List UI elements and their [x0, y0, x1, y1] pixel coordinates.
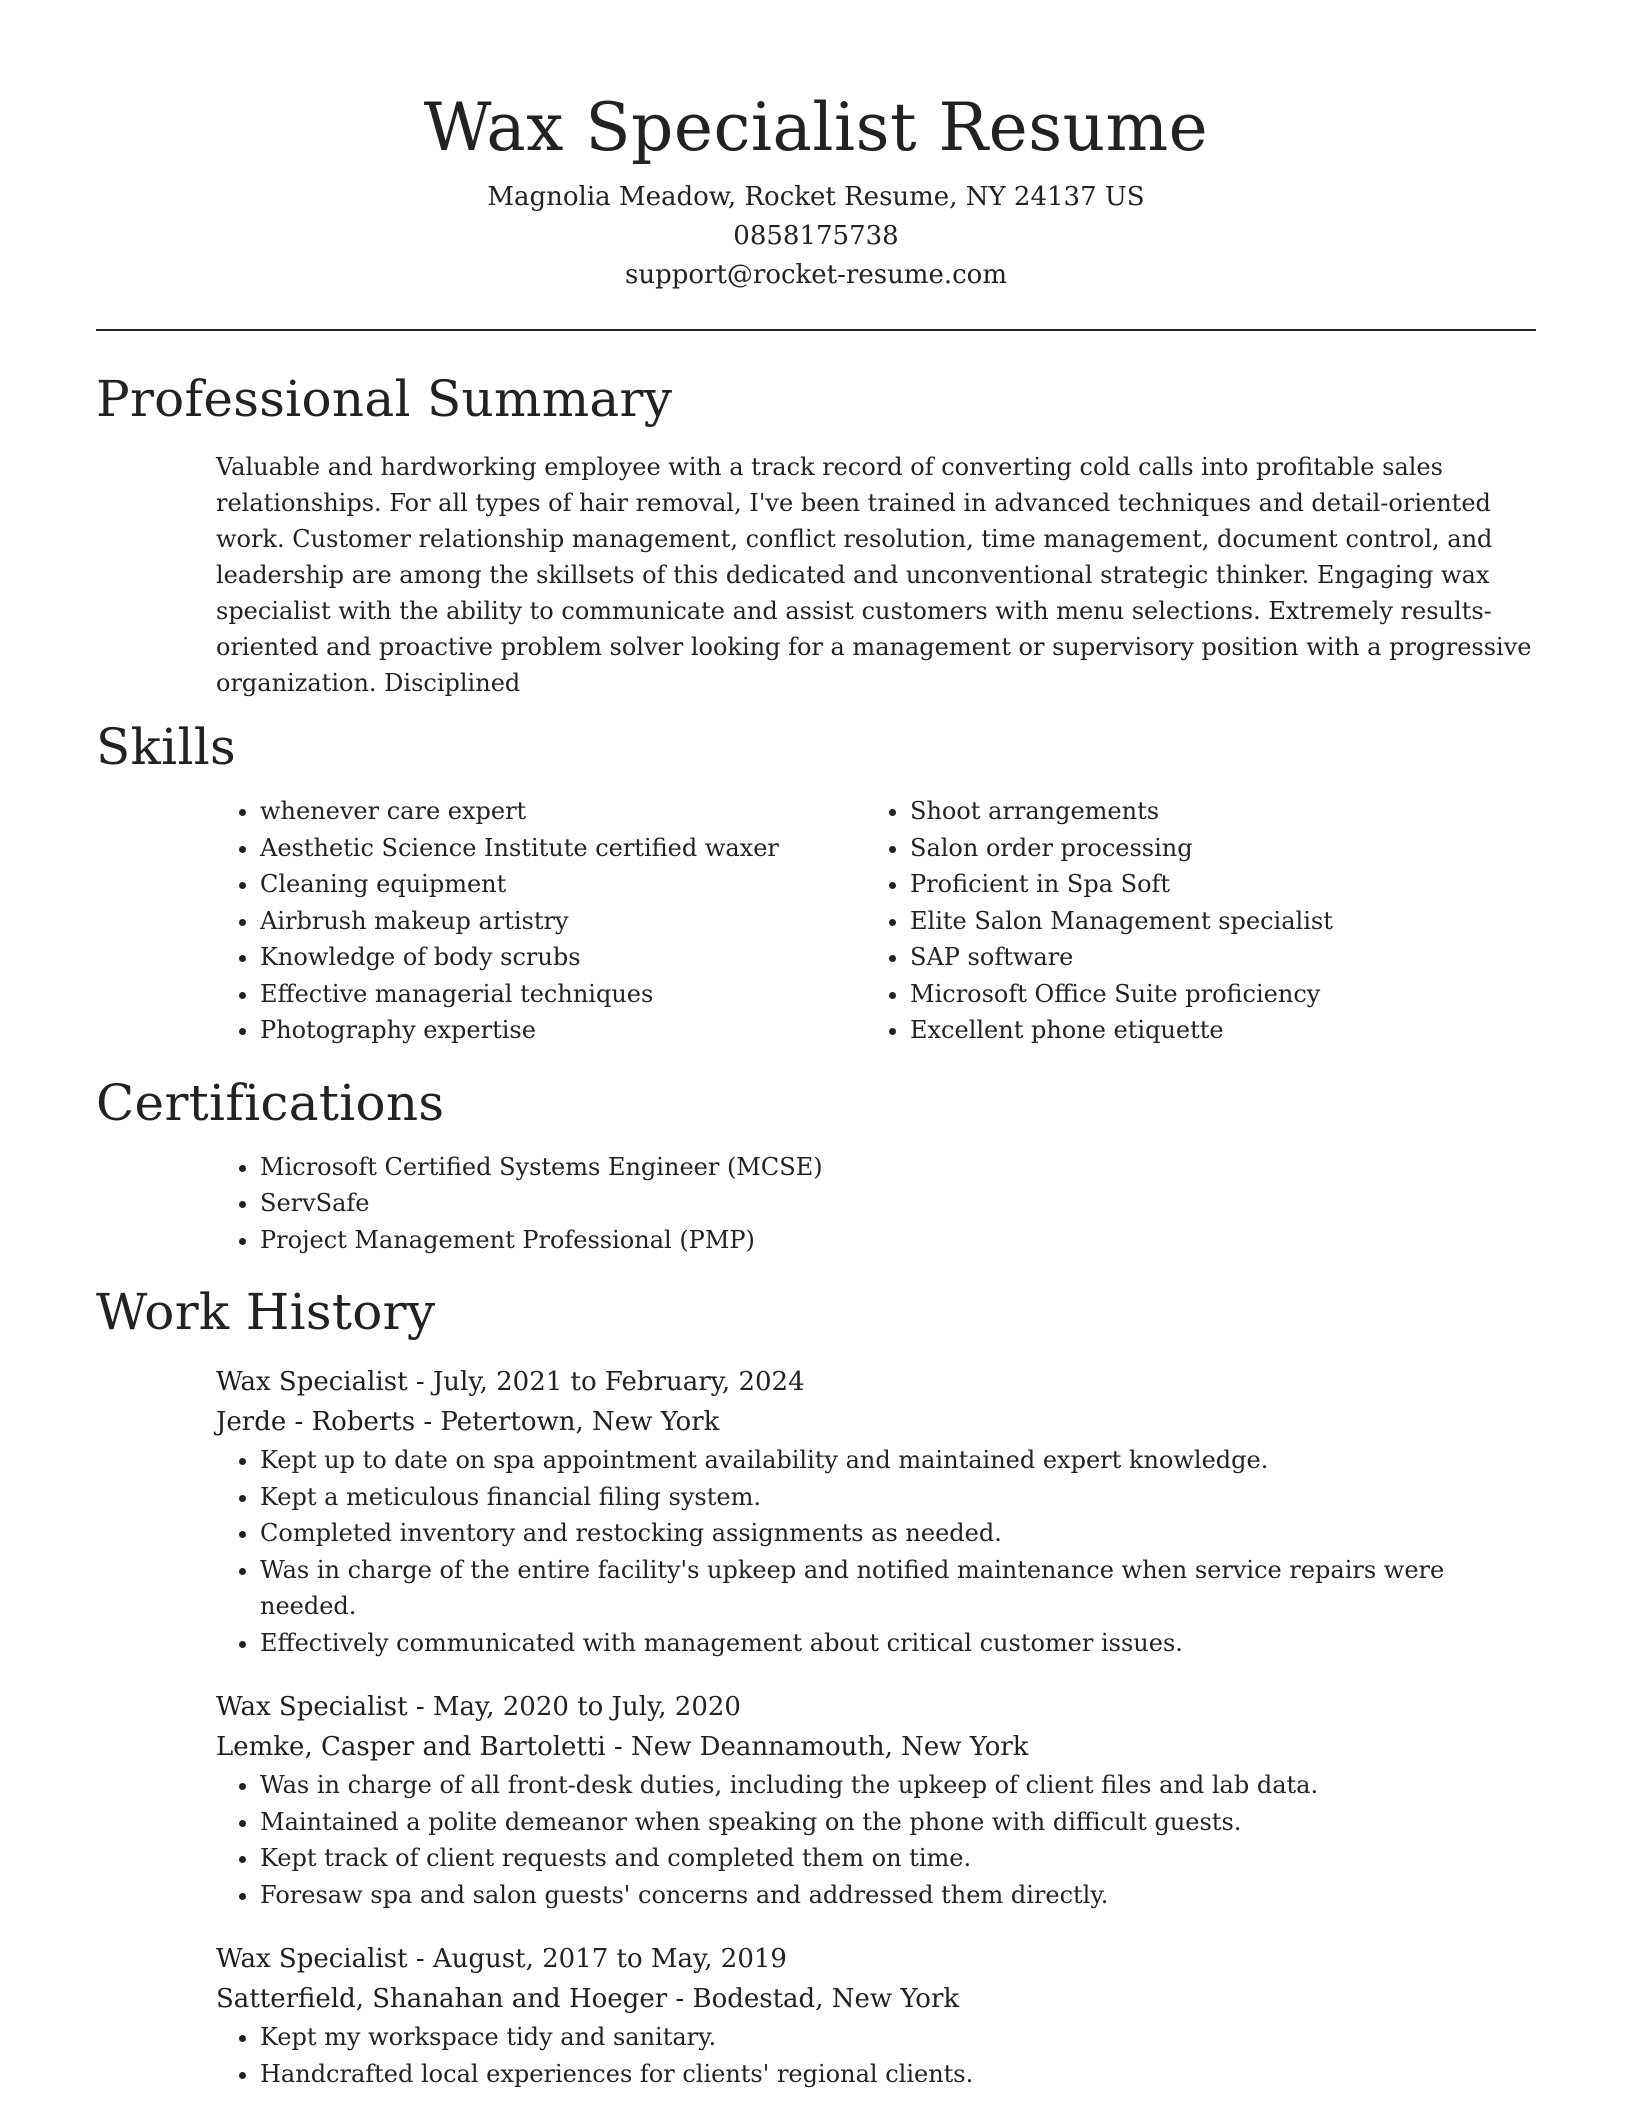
separator: - [415, 1692, 433, 1722]
job-location: New Deannamouth, New York [630, 1732, 1029, 1762]
separator: - [423, 1407, 441, 1437]
job-duty: • Completed inventory and restocking assignments as needed. [260, 1515, 1536, 1552]
header-divider [96, 329, 1536, 331]
skill-item: • Aesthetic Science Institute certified waxer [260, 830, 866, 867]
summary-section [96, 367, 1536, 701]
job-location: Petertown, New York [440, 1407, 720, 1437]
job-company-line [216, 1402, 1536, 1442]
job-duty: • Kept up to date on spa appointment availability and maintained expert knowledge. [260, 1442, 1536, 1479]
job-duty: • Effectively communicated with management about critical customer issues. [260, 1625, 1536, 1662]
job-company: Lemke, Casper and Bartoletti [216, 1732, 606, 1762]
job-duty: • Kept a meticulous financial filing system. [260, 1479, 1536, 1516]
separator: - [675, 1984, 693, 2014]
contact-address: Magnolia Meadow, Rocket Resume, NY 24137 US [487, 182, 1145, 212]
job-dates: August, 2017 to May, 2019 [432, 1944, 787, 1974]
separator: - [415, 1367, 433, 1397]
skill-item: • Shoot arrangements [910, 793, 1516, 830]
separator: - [415, 1944, 433, 1974]
job-duty: • Kept track of client requests and completed them on time. [260, 1840, 1536, 1877]
certification-item: • ServSafe [260, 1185, 1536, 1222]
work-history-section [96, 1280, 1536, 2092]
skills-list-right [866, 793, 1516, 1049]
job-company: Jerde - Roberts [216, 1407, 416, 1437]
skill-item: • Effective managerial techniques [260, 976, 866, 1013]
skill-item: • SAP software [910, 939, 1516, 976]
skills-column-left [216, 793, 866, 1049]
work-history-heading: Work History [96, 1283, 436, 1341]
job-dates: July, 2021 to February, 2024 [432, 1367, 805, 1397]
skills-list-left [216, 793, 866, 1049]
job-title-line [216, 1362, 1536, 1402]
skill-item: • Cleaning equipment [260, 866, 866, 903]
job-duty: • Was in charge of the entire facility's upkeep and notified maintenance when service repairs were needed. [260, 1552, 1536, 1625]
resume-title: Wax Specialist Resume [423, 89, 1209, 166]
job-duties [216, 1442, 1536, 1661]
job-duties [216, 2019, 1536, 2092]
summary-heading: Professional Summary [96, 370, 673, 428]
job-entry [216, 1362, 1536, 1661]
separator: - [613, 1732, 631, 1762]
certifications-heading: Certifications [96, 1073, 445, 1132]
job-company-line [216, 1979, 1536, 2019]
summary-text: Valuable and hardworking employee with a track record of converting cold calls into profitable sales relationships. For all types of hair removal, I've been trained in advanced techniques and detail-oriented work. Customer relationship management, conflict resolution, time management, document control, and leadership are among the skillsets of this dedicated and unconventional strategic thinker. Engaging wax specialist with the ability to communicate and assist customers with menu selections. Extremely results-oriented and proactive problem solver looking for a management or supervisory position with a progressive organization. Disciplined [216, 453, 1532, 697]
job-duty: • Was in charge of all front-desk duties, including the upkeep of client files and lab data. [260, 1767, 1536, 1804]
certifications-list-wrap [216, 1149, 1536, 1259]
certification-item: • Microsoft Certified Systems Engineer (MCSE) [260, 1149, 1536, 1186]
skills-grid [216, 793, 1536, 1049]
job-title: Wax Specialist [216, 1944, 408, 1974]
job-title-line [216, 1687, 1536, 1727]
contact-email: support@rocket-resume.com [624, 260, 1007, 290]
job-entry [216, 1939, 1536, 2092]
job-title: Wax Specialist [216, 1692, 408, 1722]
resume-page [96, 0, 1536, 2112]
job-location: Bodestad, New York [692, 1984, 960, 2014]
skill-item: • Photography expertise [260, 1012, 866, 1049]
job-duty: • Foresaw spa and salon guests' concerns and addressed them directly. [260, 1877, 1536, 1914]
skills-section [96, 715, 1536, 1049]
job-duty: • Kept my workspace tidy and sanitary. [260, 2019, 1536, 2056]
skill-item: • Elite Salon Management specialist [910, 903, 1516, 940]
job-duty: • Handcrafted local experiences for clients' regional clients. [260, 2056, 1536, 2093]
skill-item: • whenever care expert [260, 793, 866, 830]
job-company-line [216, 1727, 1536, 1767]
certification-item: • Project Management Professional (PMP) [260, 1222, 1536, 1259]
job-duties [216, 1767, 1536, 1913]
skill-item: • Airbrush makeup artistry [260, 903, 866, 940]
resume-header [96, 0, 1536, 295]
job-title-line [216, 1939, 1536, 1979]
job-entry [216, 1687, 1536, 1913]
skills-heading: Skills [96, 718, 236, 776]
skill-item: • Proficient in Spa Soft [910, 866, 1516, 903]
certifications-list [216, 1149, 1536, 1259]
skill-item: • Knowledge of body scrubs [260, 939, 866, 976]
skill-item: • Excellent phone etiquette [910, 1012, 1516, 1049]
job-company: Satterfield, Shanahan and Hoeger [216, 1984, 668, 2014]
certifications-section [96, 1071, 1536, 1259]
contact-phone: 0858175738 [733, 221, 899, 251]
skills-column-right [866, 793, 1516, 1049]
job-dates: May, 2020 to July, 2020 [432, 1692, 741, 1722]
skill-item: • Microsoft Office Suite proficiency [910, 976, 1516, 1013]
contact-info [96, 178, 1536, 295]
job-title: Wax Specialist [216, 1367, 408, 1397]
job-duty: • Maintained a polite demeanor when speaking on the phone with difficult guests. [260, 1804, 1536, 1841]
skill-item: • Salon order processing [910, 830, 1516, 867]
